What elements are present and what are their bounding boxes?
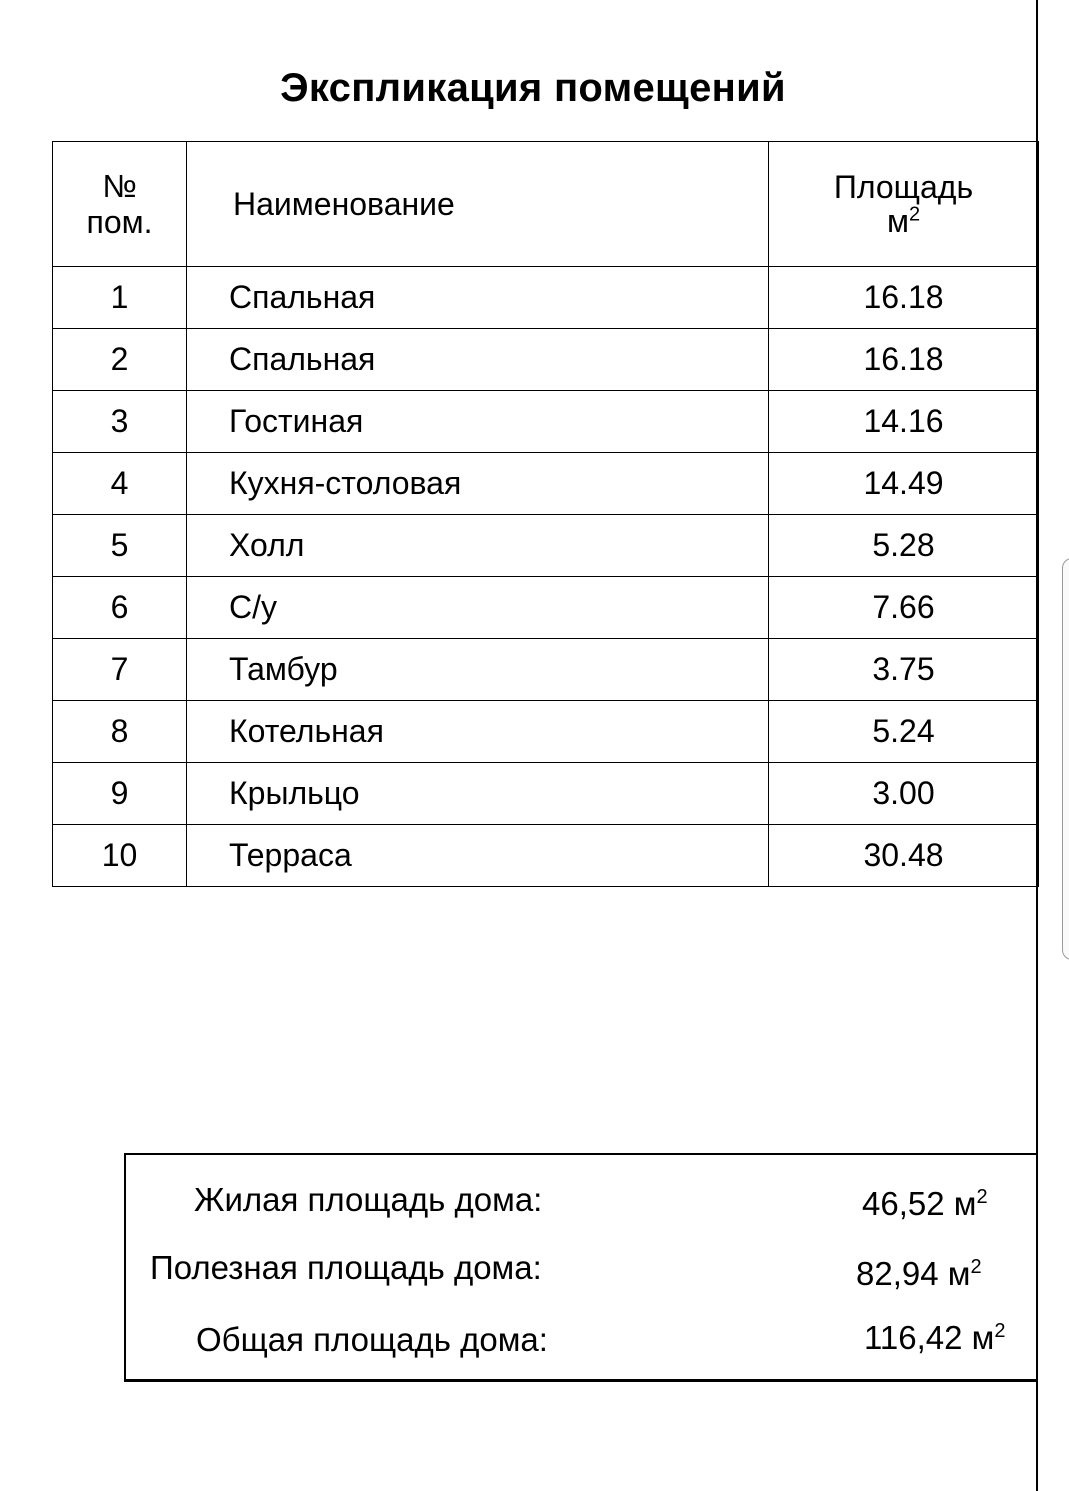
room-table	[52, 141, 1039, 887]
table-row	[53, 639, 1039, 701]
room-name-cell: Крыльцо	[187, 763, 769, 825]
room-number-cell: 10	[53, 825, 187, 887]
table-row	[53, 577, 1039, 639]
header-area-unit: $м^2$	[886, 203, 921, 239]
living-area-label: Жилая площадь дома:	[194, 1181, 543, 1218]
room-name-cell: Кухня-столовая	[187, 453, 769, 515]
room-number-cell: 7	[53, 639, 187, 701]
living-area-value: 46,52 $м^2$	[862, 1185, 988, 1222]
room-area-cell: 16.18	[769, 329, 1039, 391]
room-name-cell: Холл	[187, 515, 769, 577]
room-name-cell: С/у	[187, 577, 769, 639]
total-area-value: 116,42 $м^2$	[864, 1319, 1006, 1356]
room-name-cell: Спальная	[187, 267, 769, 329]
header-number	[53, 142, 187, 267]
room-area-cell: 3.00	[769, 763, 1039, 825]
room-area-cell: 5.24	[769, 701, 1039, 763]
page-title: Экспликация помещений	[280, 66, 786, 110]
room-name-cell: Тамбур	[187, 639, 769, 701]
table-row	[53, 391, 1039, 453]
total-area-label: Общая площадь дома:	[196, 1321, 548, 1358]
scroll-handle[interactable]	[1062, 558, 1069, 960]
room-area-cell: 7.66	[769, 577, 1039, 639]
room-area-cell: 16.18	[769, 267, 1039, 329]
room-number-cell: 2	[53, 329, 187, 391]
room-area-cell: 14.16	[769, 391, 1039, 453]
room-area-cell: 5.28	[769, 515, 1039, 577]
table-row	[53, 267, 1039, 329]
area-summary	[124, 1153, 1038, 1382]
header-name: Наименование	[187, 142, 769, 267]
room-area-cell: 14.49	[769, 453, 1039, 515]
header-area-label: Площадь	[833, 169, 974, 205]
table-header-row	[53, 142, 1039, 267]
header-number-abbr: пом.	[86, 204, 153, 240]
header-number-symbol: №	[102, 168, 137, 204]
room-number-cell: 9	[53, 763, 187, 825]
room-area-cell: 30.48	[769, 825, 1039, 887]
room-number-cell: 5	[53, 515, 187, 577]
room-number-cell: 1	[53, 267, 187, 329]
room-number-cell: 6	[53, 577, 187, 639]
table-row	[53, 825, 1039, 887]
room-name-cell: Котельная	[187, 701, 769, 763]
table-row	[53, 515, 1039, 577]
table-row	[53, 701, 1039, 763]
room-number-cell: 3	[53, 391, 187, 453]
table-row	[53, 763, 1039, 825]
room-name-cell: Гостиная	[187, 391, 769, 453]
room-name-cell: Спальная	[187, 329, 769, 391]
room-name-cell: Терраса	[187, 825, 769, 887]
header-area	[769, 142, 1039, 267]
useful-area-label: Полезная площадь дома:	[150, 1249, 542, 1286]
room-number-cell: 4	[53, 453, 187, 515]
table-row	[53, 453, 1039, 515]
table-row	[53, 329, 1039, 391]
useful-area-value: 82,94 $м^2$	[856, 1255, 982, 1292]
room-area-cell: 3.75	[769, 639, 1039, 701]
room-number-cell: 8	[53, 701, 187, 763]
